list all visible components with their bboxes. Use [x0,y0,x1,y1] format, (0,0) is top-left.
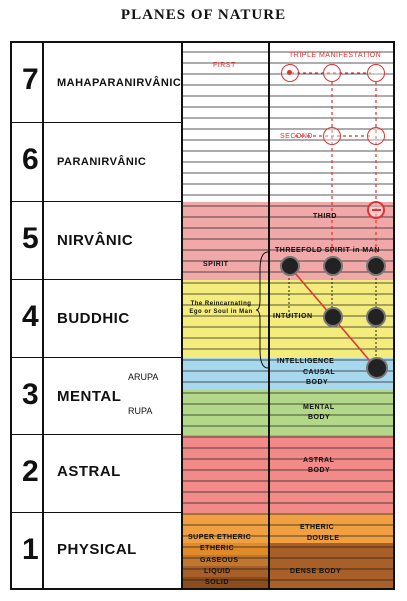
atomic-spirit-3 [366,256,386,276]
plane-row-2 [10,435,182,513]
third-circle-cross [372,209,381,211]
plane-number: 1 [22,533,39,566]
plane-number: 4 [22,300,39,333]
mental-body-label-2: BODY [308,414,331,421]
gaseous-label: GASEOUS [200,557,239,564]
plane-row-3 [10,358,182,435]
ego-brace [256,250,272,370]
astral-body-label-1: ASTRAL [303,457,335,464]
plane-name: BUDDHIC [57,310,130,327]
intelligence-label: INTELLIGENCE [277,358,335,365]
causal-body-label: BODY [306,379,329,386]
atomic-buddhic-2 [366,307,386,327]
plane-row-6 [10,123,182,202]
plane-name: ASTRAL [57,463,121,480]
plane-number: 3 [22,378,39,411]
mental-unit [366,357,388,379]
plane-name: PARANIRVÂNIC [57,156,147,168]
plane-number: 5 [22,222,39,255]
triple-manifestation-label: TRIPLE MANIFESTATION [289,52,382,59]
plane-row-1 [10,513,182,590]
solid-label: SOLID [205,579,229,586]
causal-label: CAUSAL [303,369,336,376]
plane-name: MAHAPARANIRVÂNIC [57,77,182,89]
liquid-label: LIQUID [204,568,231,575]
plane-row-4 [10,280,182,358]
third-label: THIRD [313,213,337,220]
intuition-label: INTUITION [273,313,313,320]
dense-body-label: DENSE BODY [290,568,342,575]
super-etheric-label: SUPER ETHERIC [188,534,252,541]
etheric-double-label-2: DOUBLE [307,535,340,542]
reincarnating-ego-label: The Reincarnating Ego or Soul in Man [189,301,253,315]
etheric-double-label-1: ETHERIC [300,524,335,531]
triple-circle-3 [367,64,385,82]
first-logos-dot [287,70,292,75]
triple-circle-2 [323,64,341,82]
plane-lower-label: RUPA [128,406,153,416]
threefold-spirit-label: THREEFOLD SPIRIT in MAN [275,247,380,254]
plane-number: 2 [22,455,39,488]
atomic-buddhic-1 [323,307,343,327]
diagram-title: PLANES OF NATURE [120,7,287,23]
spirit-label: SPIRIT [203,261,229,268]
plane-row-5 [10,202,182,280]
plane-name: PHYSICAL [57,541,137,558]
plane-name: NIRVÂNIC [57,232,134,249]
atomic-spirit-2 [323,256,343,276]
astral-body-label-2: BODY [308,467,331,474]
second-circle-1 [323,127,341,145]
plane-name: MENTAL [57,388,122,405]
first-logos-circle [281,64,299,82]
mental-body-label-1: MENTAL [303,404,335,411]
second-circle-2 [367,127,385,145]
third-circle [367,201,385,219]
plane-row-7 [10,41,182,123]
plane-number: 6 [22,143,39,176]
plane-number: 7 [22,63,39,96]
plane-upper-label: ARUPA [128,372,159,382]
etheric-sub-label: ETHERIC [200,545,235,552]
second-label: SECOND [280,133,313,140]
atomic-spirit-1 [280,256,300,276]
first-label: FIRST [213,62,236,69]
